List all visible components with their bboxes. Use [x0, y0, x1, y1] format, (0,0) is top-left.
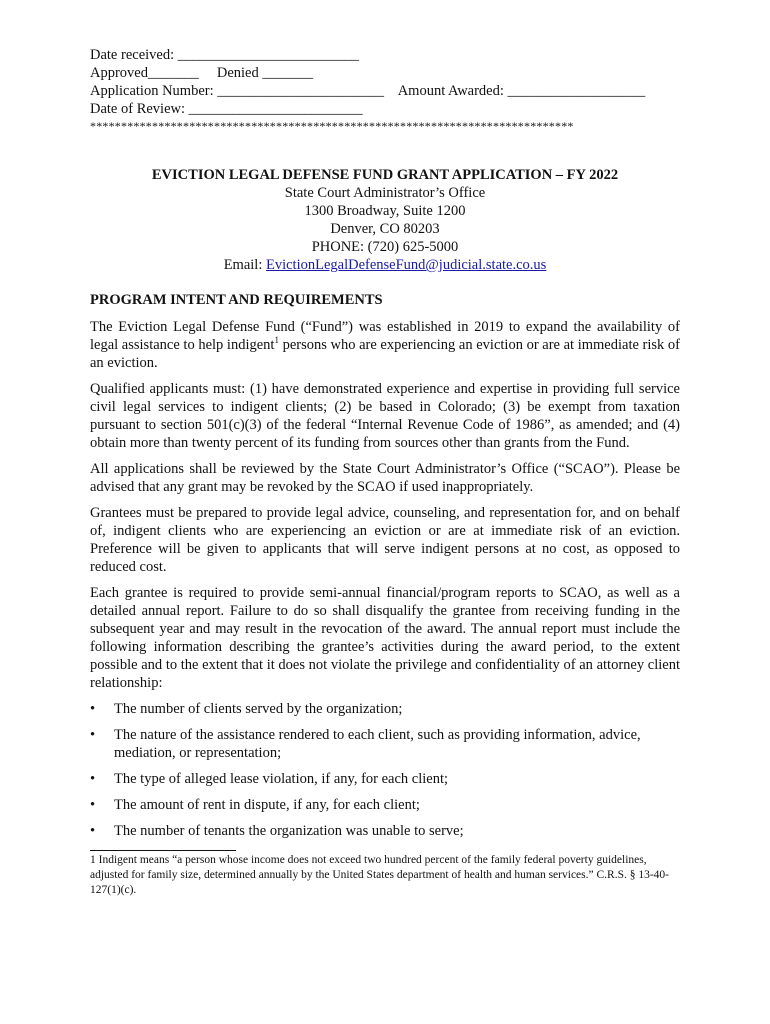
- paragraph-qualified: Qualified applicants must: (1) have demonstrated experience and expertise in providing full service civil legal services to indigent clients; (2) be based in Colorado; (3) be exempt from taxation pursuant to section 501(c)(3) of the federal “Internal Revenue Code of 1986”, as amended; and (4) obtain more than twenty percent of its funding from sources other than grants from the Fund.: [90, 381, 680, 451]
- paragraph-intent-b: persons who are experiencing an eviction or are at immediate risk of an eviction.: [90, 337, 680, 371]
- separator-line: ******************************************************************************: [90, 119, 574, 133]
- list-item-text: The nature of the assistance rendered to each client, such as providing information, advice, mediation, or representation;: [114, 727, 641, 761]
- list-item: [90, 822, 680, 840]
- list-item: [90, 700, 680, 718]
- document-title: EVICTION LEGAL DEFENSE FUND GRANT APPLICATION – FY 2022: [151, 167, 619, 183]
- footnote: 1 Indigent means “a person whose income does not exceed two hundred percent of the family federal poverty guidelines, adjusted for family size, determined annually by the United States department of health and human services.” C.R.S. § 13-40-127(1)(c).: [90, 854, 669, 896]
- list-item: [90, 726, 680, 762]
- bullet-icon: •: [90, 797, 96, 813]
- email-label: Email:: [223, 257, 266, 273]
- bullet-icon: •: [90, 823, 96, 839]
- paragraph-grantees: Grantees must be prepared to provide legal advice, counseling, and representation for, and on behalf of, indigent clients who are experiencing an eviction or are at immediate risk of an eviction. Preference will be given to applicants that will serve indigent persons at no cost, as opposed to reduced cost.: [90, 505, 680, 575]
- list-item-text: The number of tenants the organization was unable to serve;: [114, 823, 464, 839]
- address-line-2: Denver, CO 80203: [330, 221, 440, 237]
- list-item-text: The type of alleged lease violation, if any, for each client;: [114, 771, 449, 787]
- bullet-icon: •: [90, 701, 96, 717]
- list-item: [90, 796, 680, 814]
- list-item: [90, 770, 680, 788]
- list-item-text: The number of clients served by the organization;: [114, 701, 403, 717]
- application-number-field[interactable]: Application Number: _______________________ Amount Awarded: ___________________: [90, 83, 646, 99]
- paragraph-intent: [90, 318, 680, 372]
- email-link[interactable]: EvictionLegalDefenseFund@judicial.state.co.us: [265, 257, 547, 273]
- bullet-icon: •: [90, 727, 96, 743]
- date-of-review-field[interactable]: Date of Review: ________________________: [90, 101, 363, 117]
- phone-line: PHONE: (720) 625-5000: [311, 239, 459, 255]
- document-page: [90, 46, 680, 898]
- paragraph-reports: Each grantee is required to provide semi-annual financial/program reports to SCAO, as well as a detailed annual report. Failure to do so shall disqualify the grantee from receiving funding in the subsequent year and may result in the revocation of the award. The annual report must include the following information describing the grantee’s activities during the award period, to the extent possible and to the extent that it does not violate the privilege and confidentiality of an attorney client relationship:: [90, 585, 680, 691]
- footnote-divider: [90, 850, 236, 851]
- approved-denied-field[interactable]: Approved_______ Denied _______: [90, 65, 314, 81]
- list-item-text: The amount of rent in dispute, if any, for each client;: [114, 797, 420, 813]
- office-name: State Court Administrator’s Office: [284, 185, 486, 201]
- section-heading: PROGRAM INTENT AND REQUIREMENTS: [90, 292, 383, 308]
- address-line-1: 1300 Broadway, Suite 1200: [304, 203, 466, 219]
- paragraph-review: All applications shall be reviewed by the State Court Administrator’s Office (“SCAO”). Please be advised that any grant may be revoked by the SCAO if used inappropriately.: [90, 461, 680, 495]
- date-received-field[interactable]: Date received: _________________________: [90, 47, 360, 63]
- footnote-ref: 1: [274, 335, 279, 346]
- bullet-icon: •: [90, 771, 96, 787]
- requirements-list: [90, 700, 680, 840]
- email-line: [90, 256, 680, 274]
- paragraph-intent-a: The Eviction Legal Defense Fund (“Fund”) was established in 2019 to expand the availability of legal assistance to help indigent: [90, 319, 680, 353]
